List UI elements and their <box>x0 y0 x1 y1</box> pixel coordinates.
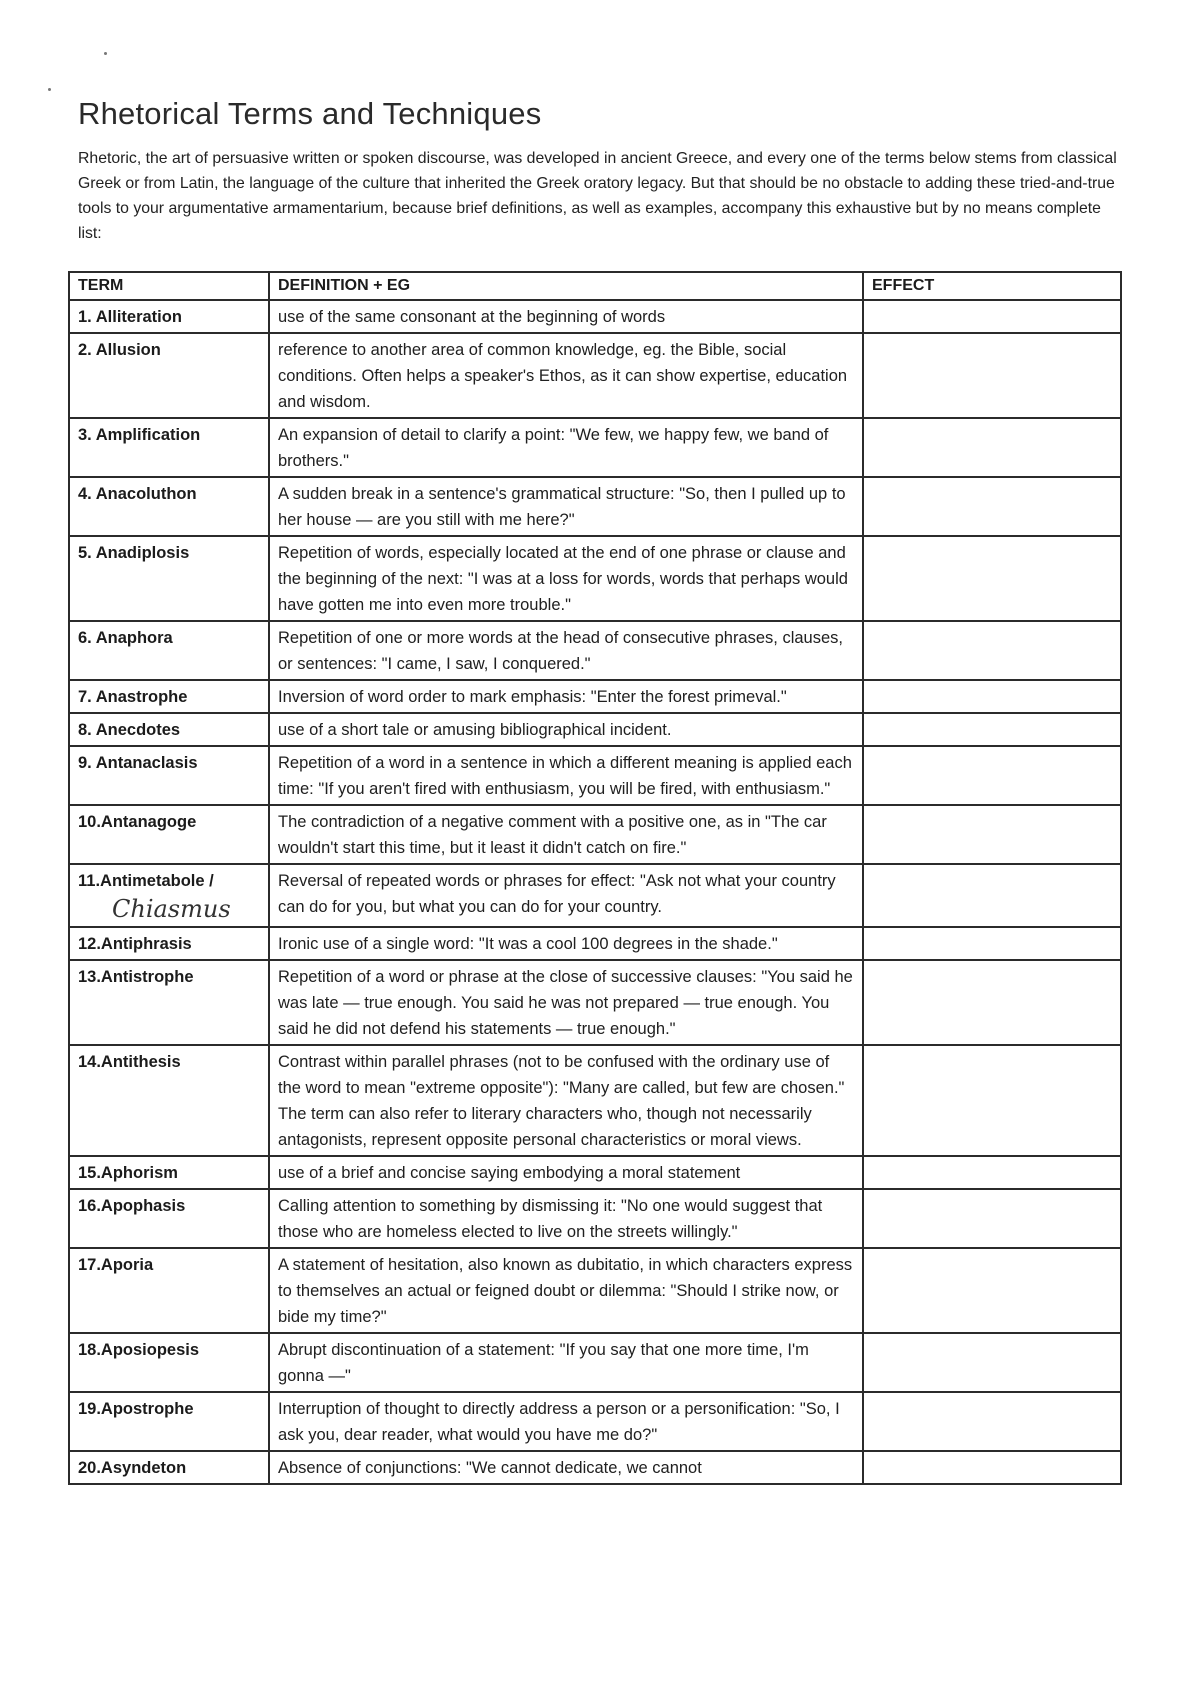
term-label: 11.Antimetabole / <box>78 872 214 890</box>
definition-cell: Calling attention to something by dismissing it: "No one would suggest that those who are homeless elected to live on the streets willingly." <box>269 1189 863 1248</box>
header-effect: EFFECT <box>863 272 1121 300</box>
effect-cell[interactable] <box>863 927 1121 960</box>
effect-cell[interactable] <box>863 713 1121 746</box>
definition-cell: Inversion of word order to mark emphasis: "Enter the forest primeval." <box>269 680 863 713</box>
scan-speck <box>104 52 107 55</box>
table-row <box>69 1451 1121 1484</box>
effect-cell[interactable] <box>863 746 1121 805</box>
term-cell: 6. Anaphora <box>69 621 269 680</box>
effect-cell[interactable] <box>863 333 1121 418</box>
table-row <box>69 805 1121 864</box>
term-cell: 20.Asyndeton <box>69 1451 269 1484</box>
effect-cell[interactable] <box>863 1451 1121 1484</box>
table-row <box>69 333 1121 418</box>
table-row <box>69 1045 1121 1156</box>
effect-cell[interactable] <box>863 1248 1121 1333</box>
table-row <box>69 300 1121 333</box>
intro-paragraph: Rhetoric, the art of persuasive written or spoken discourse, was developed in ancient Greece, and every one of the terms below stems from classical Greek or from Latin, the language of the culture that inherited the Greek oratory legacy. But that should be no obstacle to adding these tried-and-true tools to your argumentative armamentarium, because brief definitions, as well as examples, accompany this exhaustive but by no means complete list: <box>78 150 1117 242</box>
terms-table <box>68 271 1122 1485</box>
effect-cell[interactable] <box>863 477 1121 536</box>
term-cell: 19.Apostrophe <box>69 1392 269 1451</box>
effect-cell[interactable] <box>863 621 1121 680</box>
term-cell: 4. Anacoluthon <box>69 477 269 536</box>
effect-cell[interactable] <box>863 1333 1121 1392</box>
effect-cell[interactable] <box>863 1189 1121 1248</box>
term-cell: 12.Antiphrasis <box>69 927 269 960</box>
term-cell: 3. Amplification <box>69 418 269 477</box>
table-row <box>69 680 1121 713</box>
table-row <box>69 1333 1121 1392</box>
table-row <box>69 713 1121 746</box>
table-row <box>69 960 1121 1045</box>
definition-cell: An expansion of detail to clarify a point: "We few, we happy few, we band of brothers." <box>269 418 863 477</box>
definition-cell: Abrupt discontinuation of a statement: "If you say that one more time, I'm gonna —" <box>269 1333 863 1392</box>
definition-cell: reference to another area of common knowledge, eg. the Bible, social conditions. Often helps a speaker's Ethos, as it can show expertise, education and wisdom. <box>269 333 863 418</box>
definition-cell: Absence of conjunctions: "We cannot dedicate, we cannot <box>269 1451 863 1484</box>
table-row <box>69 418 1121 477</box>
term-cell: 13.Antistrophe <box>69 960 269 1045</box>
table-row <box>69 1248 1121 1333</box>
table-row <box>69 1189 1121 1248</box>
table-row <box>69 1156 1121 1189</box>
definition-cell: use of a brief and concise saying embodying a moral statement <box>269 1156 863 1189</box>
term-cell-with-note <box>69 864 269 927</box>
term-cell: 17.Aporia <box>69 1248 269 1333</box>
definition-cell: Repetition of one or more words at the head of consecutive phrases, clauses, or sentences: "I came, I saw, I conquered." <box>269 621 863 680</box>
effect-cell[interactable] <box>863 680 1121 713</box>
header-term: TERM <box>69 272 269 300</box>
table-row <box>69 477 1121 536</box>
definition-cell: Repetition of a word in a sentence in which a different meaning is applied each time: "If you aren't fired with enthusiasm, you will be fired, with enthusiasm." <box>269 746 863 805</box>
table-row <box>69 746 1121 805</box>
definition-cell: A sudden break in a sentence's grammatical structure: "So, then I pulled up to her house — are you still with me here?" <box>269 477 863 536</box>
term-cell: 7. Anastrophe <box>69 680 269 713</box>
definition-cell: Repetition of words, especially located at the end of one phrase or clause and the beginning of the next: "I was at a loss for words, words that perhaps would have gotten me into even more trouble." <box>269 536 863 621</box>
page-title: Rhetorical Terms and Techniques <box>78 96 542 131</box>
table-row <box>69 927 1121 960</box>
header-definition: DEFINITION + EG <box>269 272 863 300</box>
definition-cell: A statement of hesitation, also known as dubitatio, in which characters express to themselves an actual or feigned doubt or dilemma: "Should I strike now, or bide my time?" <box>269 1248 863 1333</box>
definition-cell: The contradiction of a negative comment with a positive one, as in "The car wouldn't start this time, but it least it didn't catch on fire." <box>269 805 863 864</box>
definition-cell: Repetition of a word or phrase at the close of successive clauses: "You said he was late — true enough. You said he was not prepared — true enough. You said he did not defend his statements — true enough." <box>269 960 863 1045</box>
effect-cell[interactable] <box>863 1045 1121 1156</box>
effect-cell[interactable] <box>863 418 1121 477</box>
definition-cell: Interruption of thought to directly address a person or a personification: "So, I ask you, dear reader, what would you have me do?" <box>269 1392 863 1451</box>
definition-cell: Reversal of repeated words or phrases for effect: "Ask not what your country can do for you, but what you can do for your country. <box>269 864 863 927</box>
definition-cell: use of a short tale or amusing bibliographical incident. <box>269 713 863 746</box>
definition-cell: Ironic use of a single word: "It was a cool 100 degrees in the shade." <box>269 927 863 960</box>
effect-cell[interactable] <box>863 960 1121 1045</box>
handwritten-note: Chiasmus <box>112 895 231 923</box>
term-cell: 2. Allusion <box>69 333 269 418</box>
scan-speck <box>48 88 51 91</box>
term-cell: 5. Anadiplosis <box>69 536 269 621</box>
effect-cell[interactable] <box>863 805 1121 864</box>
effect-cell[interactable] <box>863 300 1121 333</box>
definition-cell: Contrast within parallel phrases (not to be confused with the ordinary use of the word to mean "extreme opposite"): "Many are called, but few are chosen." The term can also refer to literary characters who, though not necessarily antagonists, represent opposite personal characteristics or moral views. <box>269 1045 863 1156</box>
table-row <box>69 536 1121 621</box>
term-cell: 16.Apophasis <box>69 1189 269 1248</box>
effect-cell[interactable] <box>863 1392 1121 1451</box>
table-header-row <box>69 272 1121 300</box>
effect-cell[interactable] <box>863 536 1121 621</box>
term-cell: 1. Alliteration <box>69 300 269 333</box>
table-row <box>69 864 1121 927</box>
definition-cell: use of the same consonant at the beginning of words <box>269 300 863 333</box>
effect-cell[interactable] <box>863 864 1121 927</box>
term-cell: 9. Antanaclasis <box>69 746 269 805</box>
term-cell: 14.Antithesis <box>69 1045 269 1156</box>
term-cell: 15.Aphorism <box>69 1156 269 1189</box>
term-cell: 18.Aposiopesis <box>69 1333 269 1392</box>
table-row <box>69 1392 1121 1451</box>
table-row <box>69 621 1121 680</box>
term-cell: 10.Antanagoge <box>69 805 269 864</box>
effect-cell[interactable] <box>863 1156 1121 1189</box>
term-cell: 8. Anecdotes <box>69 713 269 746</box>
